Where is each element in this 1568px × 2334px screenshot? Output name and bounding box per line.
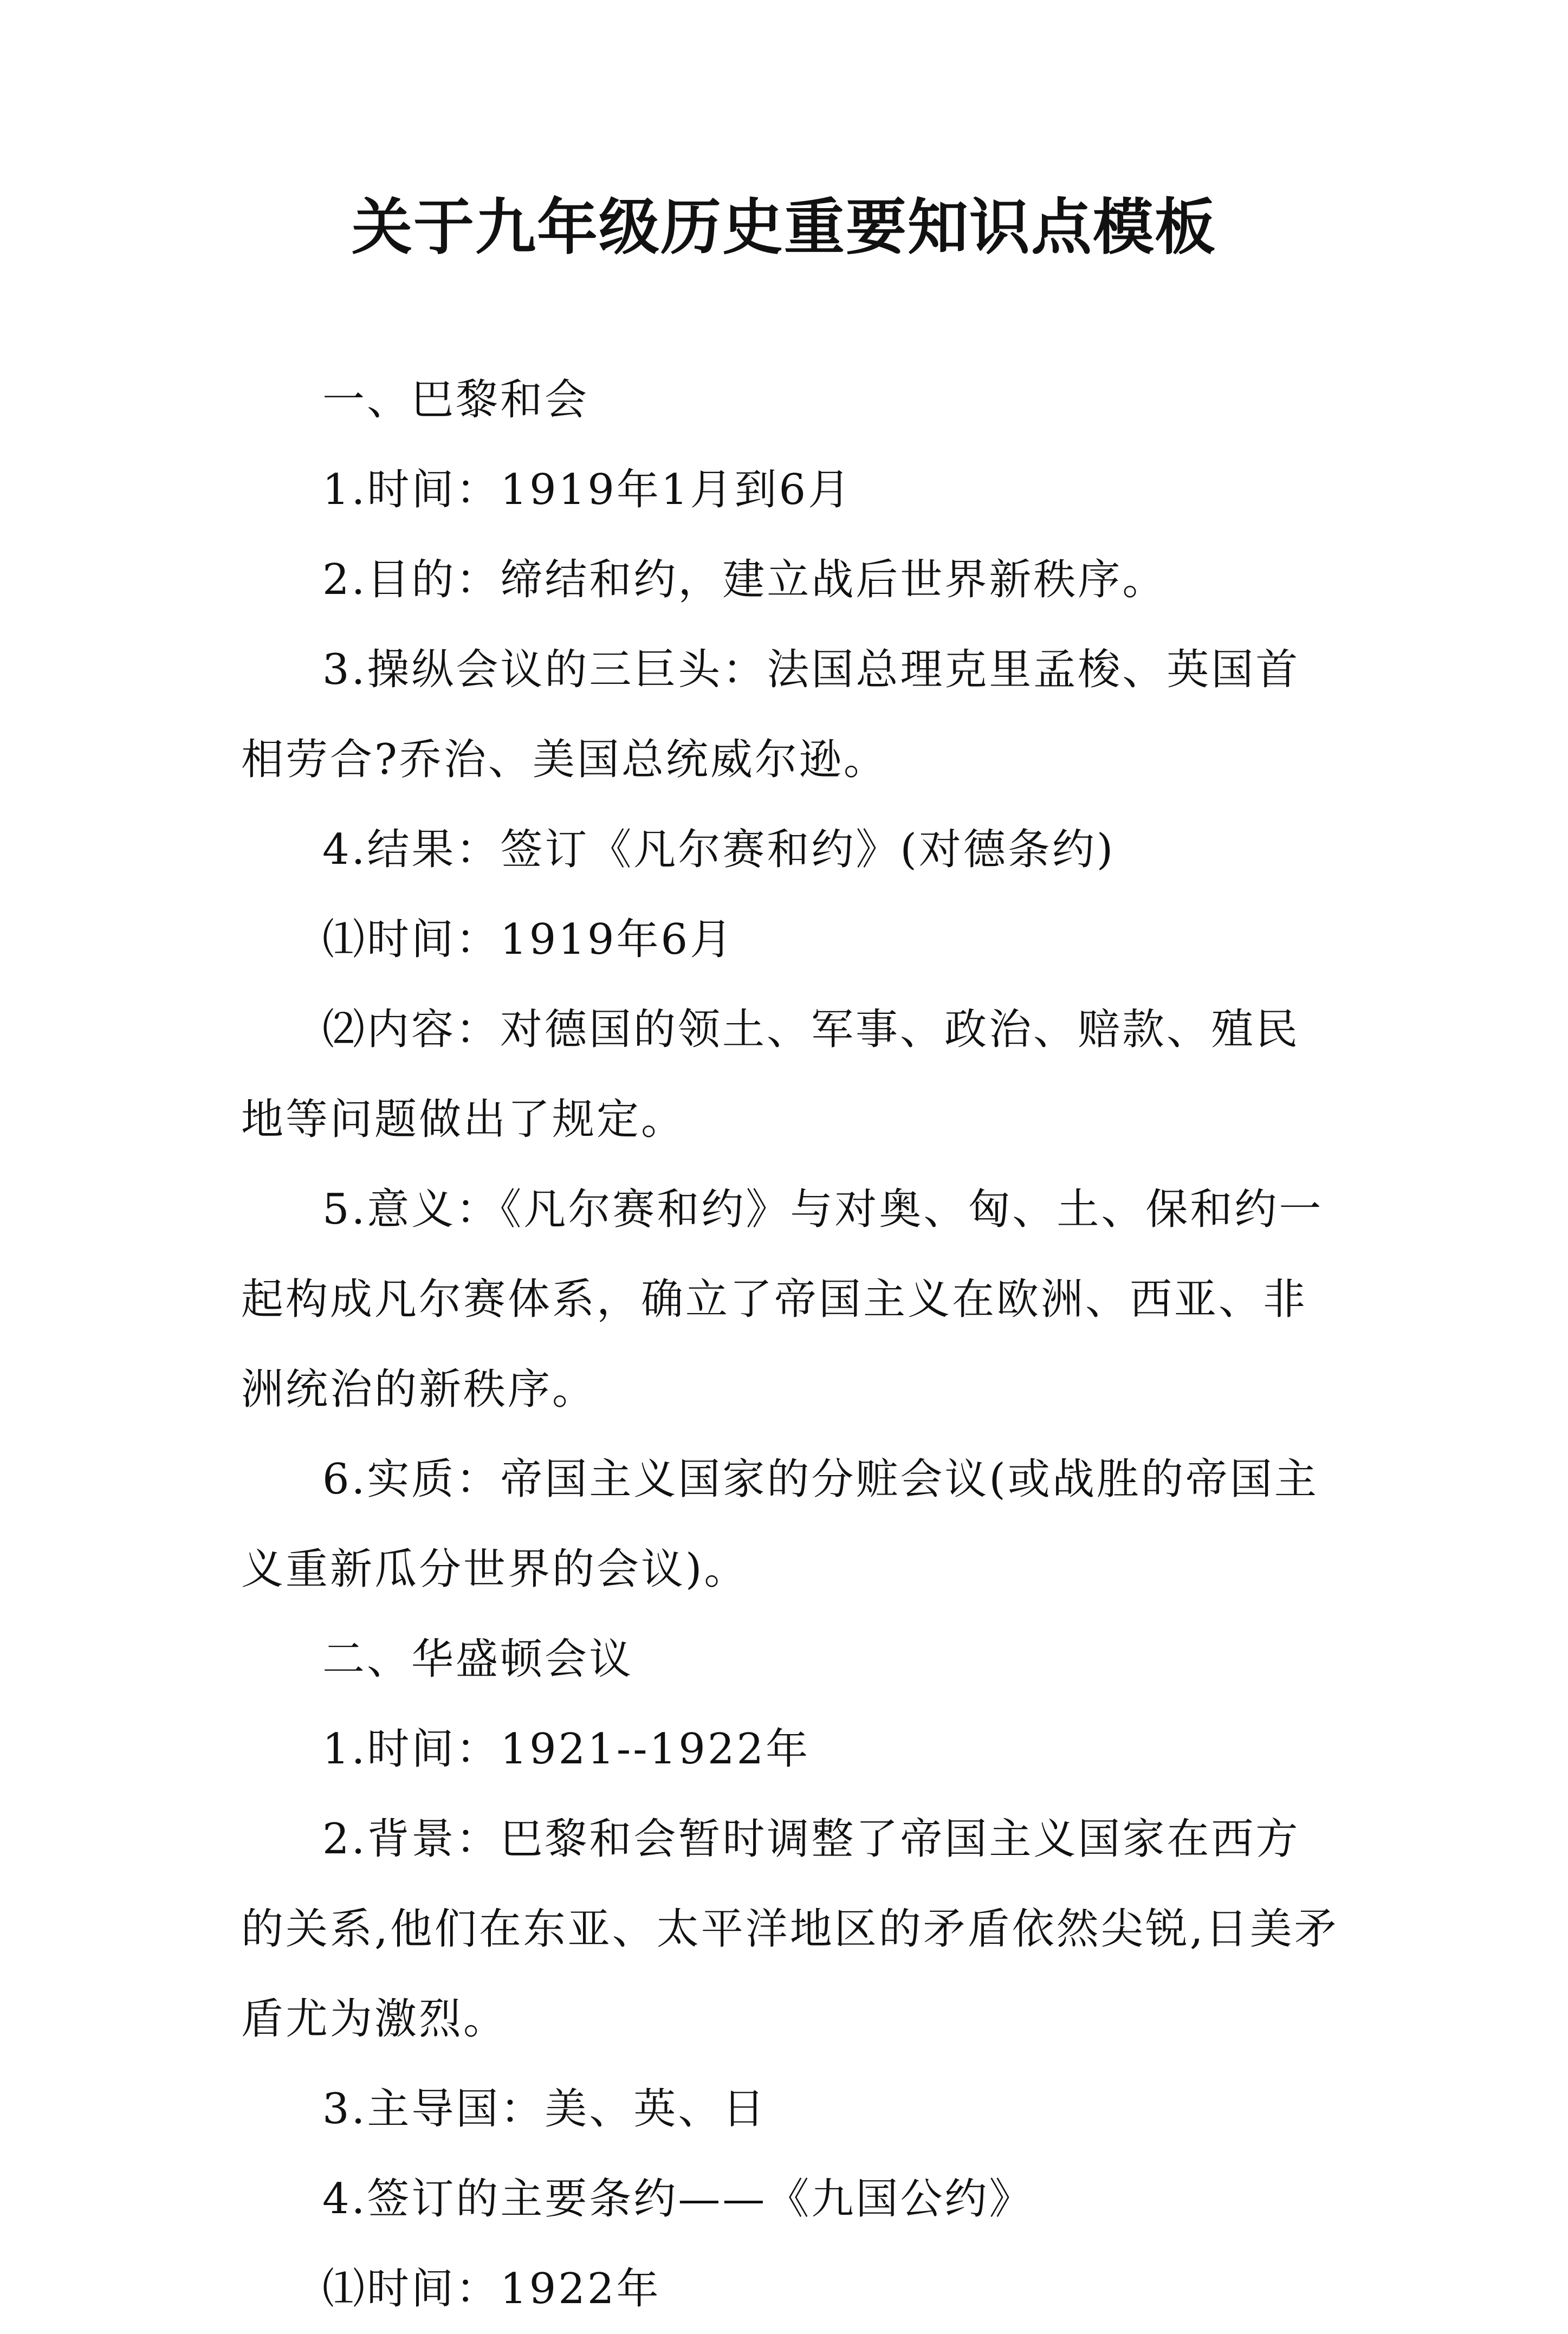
paragraph-paris-purpose: 2.目的：缔结和约，建立战后世界新秩序。 xyxy=(322,555,1167,604)
paragraph-nine-power-treaty-time: ⑴时间：1922年 xyxy=(322,2265,661,2313)
section-heading-paris-conference: 一、巴黎和会 xyxy=(322,376,589,424)
paragraph-paris-essence: 6.实质：帝国主义国家的分赃会议(或战胜的帝国主义重新瓜分世界的会议)。 xyxy=(241,1455,1319,1594)
document-title: 关于九年级历史重要知识点模板 xyxy=(352,192,1216,263)
paragraph-paris-time: 1.时间：1919年1月到6月 xyxy=(322,465,853,514)
document-body xyxy=(241,355,1341,2334)
paragraph-paris-big-three: 3.操纵会议的三巨头：法国总理克里孟梭、英国首相劳合?乔治、美国总统威尔逊。 xyxy=(241,645,1300,784)
paragraph-paris-result: 4.结果：签订《凡尔赛和约》(对德条约) xyxy=(322,825,1116,874)
paragraph-washington-background: 2.背景：巴黎和会暂时调整了帝国主义国家在西方的关系,他们在东亚、太平洋地区的矛盾依然尖锐,日美矛盾尤为激烈。 xyxy=(241,1815,1339,2044)
paragraph-washington-leading-powers: 3.主导国：美、英、日 xyxy=(322,2085,767,2133)
paragraph-paris-significance: 5.意义：《凡尔赛和约》与对奥、匈、土、保和约一起构成凡尔赛体系，确立了帝国主义在欧洲、西亚、非洲统治的新秩序。 xyxy=(241,1185,1324,1414)
paragraph-washington-main-treaty: 4.签订的主要条约——《九国公约》 xyxy=(322,2175,1034,2223)
section-heading-washington-conference: 二、华盛顿会议 xyxy=(322,1635,634,1684)
paragraph-versailles-content: ⑵内容：对德国的领土、军事、政治、赔款、殖民地等问题做出了规定。 xyxy=(241,1005,1300,1144)
paragraph-washington-time: 1.时间：1921--1922年 xyxy=(322,1725,811,1774)
paragraph-versailles-time: ⑴时间：1919年6月 xyxy=(322,915,735,964)
